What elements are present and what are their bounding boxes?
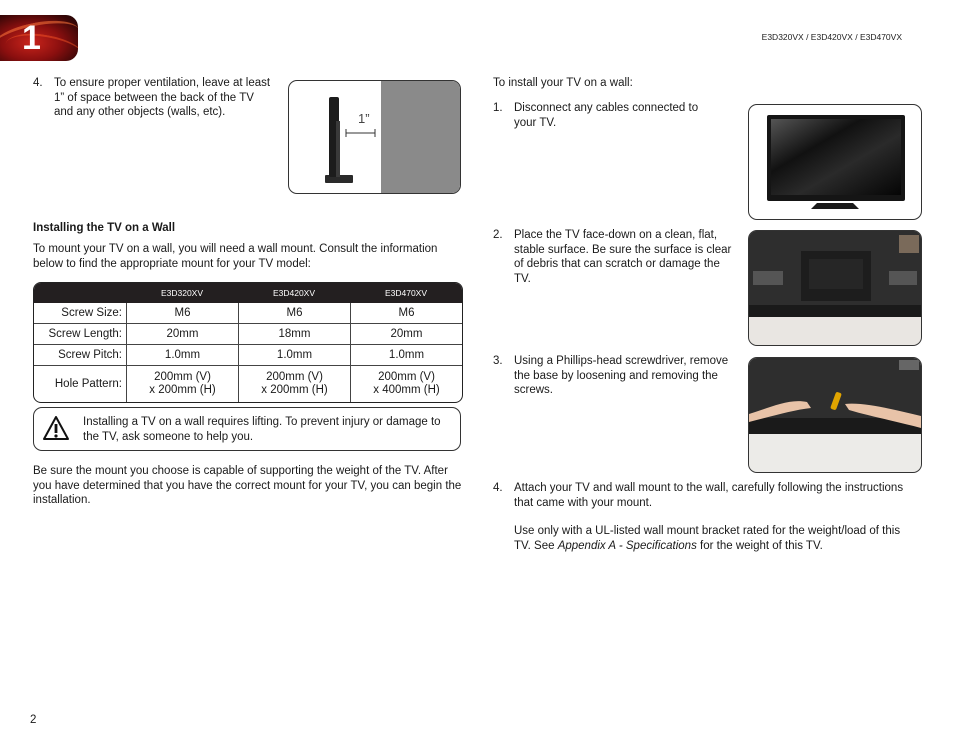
table-cell: 1.0mm [126,344,238,365]
table-cell: 18mm [238,323,350,344]
page-number: 2 [30,714,37,726]
closing-paragraph: Be sure the mount you choose is capable of supporting the weight of the TV. After you have determined that you have the correct mount for your TV, you can begin the installation. [33,465,462,506]
table-row [34,365,462,402]
note-text-end: for the weight of this TV. [696,539,823,552]
table-cell [126,365,238,402]
cell-line: 200mm (V) [154,371,211,383]
step-text: Place the TV face-down on a clean, flat, stable surface. Be sure the surface is clear of debris that can scratch or damage the TV. [514,229,732,285]
warning-icon [42,415,70,441]
table-cell: 20mm [126,323,238,344]
right-intro: To install your TV on a wall: [493,77,633,89]
tv-front-illustration [749,105,921,219]
section-title: Installing the TV on a Wall [33,222,176,234]
model-numbers: E3D320VX / E3D420VX / E3D470VX [761,32,902,42]
step-number: 4. [493,482,503,494]
instruction-step-1 [493,101,723,130]
instruction-step-2 [493,228,733,286]
table-cell: 1.0mm [238,344,350,365]
cell-line: x 400mm (H) [373,384,440,396]
tv-back-illustration [749,231,921,345]
table-cell: M6 [126,303,238,323]
table-header-cell: E3D470XV [350,283,462,303]
section-intro: To mount your TV on a wall, you will need a wall mount. Consult the information below to find the appropriate mount for your TV model: [33,243,438,270]
warning-text: Installing a TV on a wall requires lifting. To prevent injury or damage to the TV, ask someone to help you. [83,416,441,443]
table-cell: M6 [350,303,462,323]
instruction-step-3 [493,354,733,398]
cell-line: 200mm (V) [378,371,435,383]
table-header-blank [34,283,126,303]
step-text: To ensure proper ventilation, leave at least 1” of space between the back of the TV and any other objects (walls, etc). [54,77,271,118]
base-removal-illustration [749,358,921,472]
instruction-step-4 [493,481,913,510]
tv-front-photo [748,104,922,220]
table-row [34,344,462,365]
row-label: Hole Pattern: [34,365,126,402]
table-cell: 20mm [350,323,462,344]
cell-line: x 200mm (H) [261,384,328,396]
note-text: Use only with a UL-listed wall mount bracket rated for the weight/load of this TV. See [514,525,901,552]
wall-area [381,81,460,193]
mount-spec-table [33,282,463,403]
tv-side-view-diagram [289,81,460,193]
weight-note [514,524,914,553]
table-header-cell: E3D420XV [238,283,350,303]
step-text: Disconnect any cables connected to your TV. [514,102,699,129]
row-label: Screw Pitch: [34,344,126,365]
table-cell [238,365,350,402]
cell-line: x 200mm (H) [149,384,216,396]
clearance-illustration [288,80,461,194]
step-number: 1. [493,102,503,114]
table-row [34,323,462,344]
step-text: Attach your TV and wall mount to the wall, carefully following the instructions that came with your mount. [514,482,904,509]
ventilation-step [33,76,273,120]
step-number: 4. [33,77,43,89]
cell-line: 200mm (V) [266,371,323,383]
clearance-label: 1” [358,111,370,126]
warning-callout [33,407,461,451]
step-text: Using a Phillips-head screwdriver, remove the base by loosening and removing the screws. [514,355,729,396]
table-header-row [34,283,462,303]
table-header-cell: E3D320XV [126,283,238,303]
step-number: 3. [493,355,503,367]
table-row [34,303,462,323]
row-label: Screw Size: [61,306,122,319]
tv-back-photo [748,230,922,346]
table-cell: 1.0mm [350,344,462,365]
screwdriver-photo [748,357,922,473]
chapter-number: 1 [22,19,40,57]
row-label: Screw Length: [34,323,126,344]
appendix-reference: Appendix A - Specifications [557,539,697,552]
step-number: 2. [493,229,503,241]
chapter-badge [0,15,78,61]
table-cell: M6 [238,303,350,323]
table-cell [350,365,462,402]
